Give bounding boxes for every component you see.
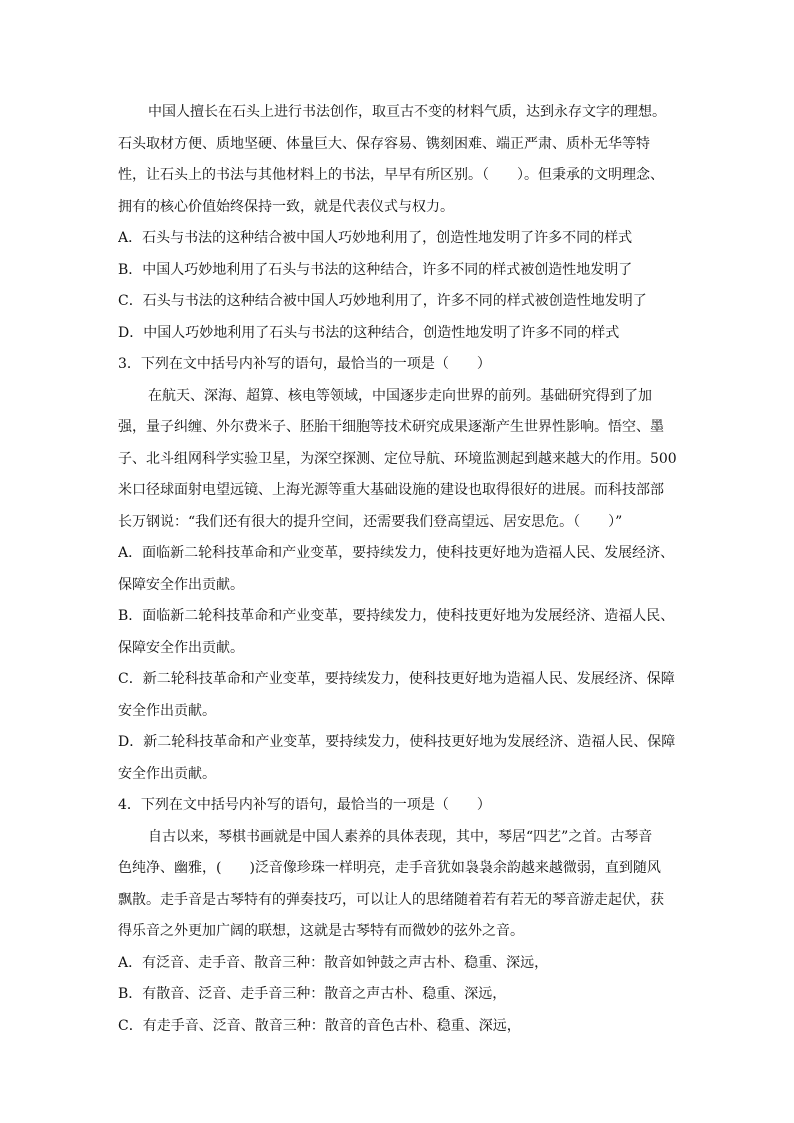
- document-body: [118, 97, 678, 1042]
- text-line: 在航天、深海、超算、核电等领域，中国逐步走向世界的前列。基础研究得到了加: [148, 387, 652, 404]
- text-line: 子、北斗组网科学实验卫星，为深空探测、定位导航、环境监测起到越来越大的作用。500: [118, 450, 677, 467]
- option-line: D．中国人巧妙地利用了石头与书法的这种结合，创造性地发明了许多不同的样式: [118, 324, 620, 341]
- text-line: 米口径球面射电望远镜、上海光源等重大基础设施的建设也取得很好的进展。而科技部部: [118, 482, 664, 498]
- option-line: 安全作出贡献。: [118, 765, 216, 782]
- text-line: 中国人擅长在石头上进行书法创作，取亘古不变的材料气质，达到永存文字的理想。: [148, 104, 666, 120]
- option-line: C．新二轮科技革命和产业变革，要持续发力，使科技更好地为造福人民、发展经济、保障: [118, 671, 675, 687]
- question-line: 4．下列在文中括号内补写的语句，最恰当的一项是（ ）: [118, 797, 491, 813]
- option-line: 保障安全作出贡献。: [118, 576, 244, 593]
- option-line: B．有散音、泛音、走手音三种：散音之声古朴、稳重、深远，: [118, 986, 507, 1002]
- text-line: 飘散。走手音是古琴特有的弹奏技巧，可以让人的思绪随着若有若无的琴音游走起伏，获: [118, 891, 664, 908]
- text-line: 石头取材方便、质地坚硬、体量巨大、保存容易、镌刻困难、端正严肃、质朴无华等特: [118, 135, 650, 152]
- option-line: B．中国人巧妙地利用了石头与书法的这种结合，许多不同的样式被创造性地发明了: [118, 261, 633, 278]
- text-line: 性，让石头上的书法与其他材料上的书法，早早有所区别。（ ）。但秉承的文明理念、: [118, 167, 664, 183]
- option-line: 安全作出贡献。: [118, 702, 216, 719]
- option-line: C．有走手音、泛音、散音三种：散音的音色古朴、稳重、深远，: [118, 1017, 521, 1034]
- text-line: 自古以来，琴棋书画就是中国人素养的具体表现，其中，琴居“四艺”之首。古琴音: [148, 828, 653, 845]
- text-line: 色纯净、幽雅，( )泛音像珍珠一样明亮，走手音犹如袅袅余韵越来越微弱，直到随风: [118, 860, 661, 876]
- option-line: D．新二轮科技革命和产业变革，要持续发力，使科技更好地为发展经济、造福人民、保障: [118, 734, 676, 750]
- option-line: C．石头与书法的这种结合被中国人巧妙地利用了，许多不同的样式被创造性地发明了: [118, 293, 647, 309]
- question-line: 3．下列在文中括号内补写的语句，最恰当的一项是（ ）: [118, 356, 491, 372]
- option-line: A．面临新二轮科技革命和产业变革，要持续发力，使科技更好地为造福人民、发展经济、: [118, 545, 675, 561]
- text-line: 长万钢说：“我们还有很大的提升空间，还需要我们登高望远、居安思危。（ ）”: [118, 513, 623, 530]
- text-line: 强，量子纠缠、外尔费米子、胚胎干细胞等技术研究成果逐渐产生世界性影响。悟空、墨: [118, 419, 664, 435]
- option-line: 保障安全作出贡献。: [118, 639, 244, 656]
- option-line: A．有泛音、走手音、散音三种：散音如钟鼓之声古朴、稳重、深远，: [118, 954, 549, 971]
- option-line: A．石头与书法的这种结合被中国人巧妙地利用了，创造性地发明了许多不同的样式: [118, 230, 633, 246]
- text-line: 得乐音之外更加广阔的联想，这就是古琴特有而微妙的弦外之音。: [118, 923, 524, 939]
- option-line: B．面临新二轮科技革命和产业变革，要持续发力，使科技更好地为发展经济、造福人民、: [118, 608, 675, 624]
- text-line: 拥有的核心价值始终保持一致，就是代表仪式与权力。: [118, 198, 454, 215]
